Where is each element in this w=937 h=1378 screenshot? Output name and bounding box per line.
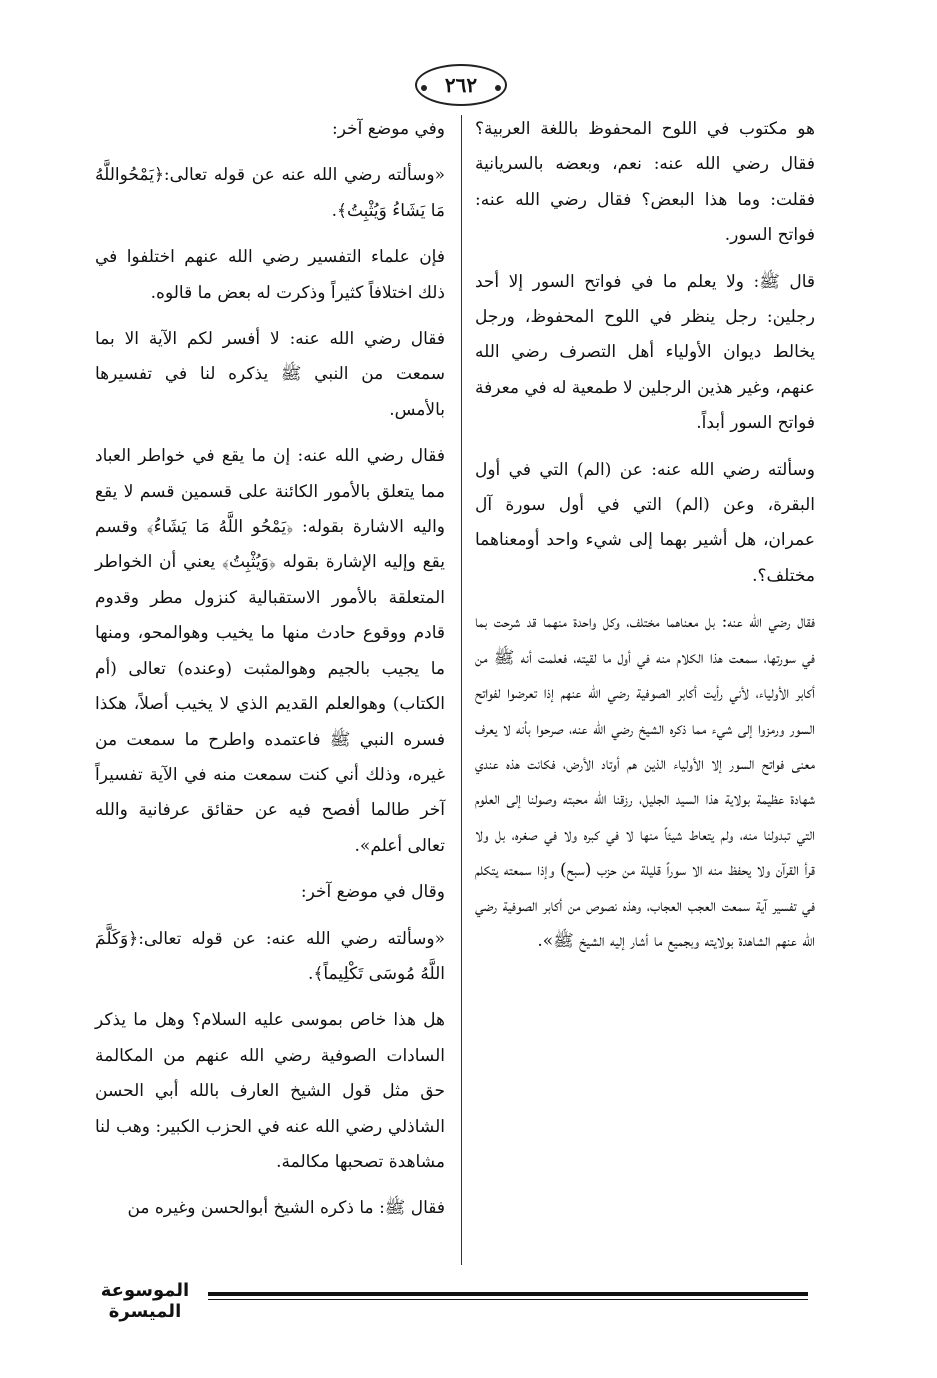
paragraph: وقال في موضع آخر: (300, 882, 445, 903)
right-column (475, 112, 815, 970)
paragraph: هو مكتوب في اللوح المحفوظ باللغة العربية؟ فقال رضي الله عنه: نعم، وبعضه بالسريانية فقلت: وما هذا البعض؟ فقال رضي الله عنه: فواتح السور. (475, 119, 815, 246)
column-divider (461, 115, 462, 1265)
footer-title: الموسوعة الميسرة (100, 1280, 190, 1322)
paragraph: فقال ﷺ: ما ذكره الشيخ أبوالحسن وغيره من (127, 1198, 445, 1219)
paragraph: وسألته رضي الله عنه: عن (الم) التي في أول البقرة، وعن (الم) التي في أول سورة آل عمران، هل أشير بهما إلى شيء واحد أومعناهما مختلف؟. (475, 459, 815, 586)
paragraph: فقال رضي الله عنه: إن ما يقع في خواطر العباد مما يتعلق بالأمور الكائنة على قسمين قسم لا يقع واليه الاشارة بقوله: ﴿يَمْحُو اللَّهُ مَا يَشَاءُ﴾ وقسم يقع وإليه الإشارة بقوله ﴿وَيُثْبِتُ﴾ يعني أن الخواطر المتعلقة بالأمور الاستقبالية كنزول مطر وقدوم قادم ووقوع حادث منها ما يخيب وهوالمحو، ومنها ما يجيب بالجيم وهوالمثبت (وعنده) تعالى (أم الكتاب) وهوالعلم القديم الذي لا يخيب أصلاً، هكذا فسره النبي ﷺ فاعتمده واطرح ما سمعت من غيره، وذلك أني كنت سمعت منه في الآية تفسيراً آخر طالما أفصح فيه عن حقائق عرفانية والله تعالى أعلم». (95, 446, 445, 856)
paragraph: «وسألته رضي الله عنه عن قوله تعالى:﴿يَمْحُواللَّهُ مَا يَشَاءُ وَيُثْبِتُ﴾. (95, 165, 445, 221)
paragraph: هل هذا خاص بموسى عليه السلام؟ وهل ما يذكر السادات الصوفية رضي الله عنهم من المكالمة حق مثل قول الشيخ العارف بالله أبي الحسن الشاذلي رضي الله عنه في الحزب الكبير: وهب لنا مشاهدة تصحبها مكالمة. (95, 1010, 445, 1172)
paragraph: وفي موضع آخر: (331, 119, 445, 139)
paragraph: «وسألته رضي الله عنه: عن قوله تعالى:﴿وَكَلَّمَ اللَّهُ مُوسَى تَكْلِيماً﴾. (95, 928, 445, 984)
footer-rule-thin (208, 1299, 808, 1300)
paragraph: قال ﷺ: ولا يعلم ما في فواتح السور إلا أحد رجلين: رجل ينظر في اللوح المحفوظ، ورجل يخالط ديوان الأولياء أهل التصرف رضي الله عنهم، وغير هذين الرجلين لا طمعية له في معرفة فواتح السور أبداً. (475, 271, 815, 434)
footer-rule (208, 1292, 808, 1296)
page-number-text: ٢٦٢ (444, 73, 478, 97)
paragraph: فقال رضي الله عنه: لا أفسر لكم الآية الا بما سمعت من النبي ﷺ يذكره لنا في تفسيرها بالأمس. (95, 329, 445, 420)
left-column (95, 112, 445, 1238)
paragraph: فقال رضي الله عنه: بل معناهما مختلف، وكل واحدة منهما قد شرحت بما في سورتها، سمعت هذا الكلام منه في أول ما لقيته، فعلمت أنه ﷺ من أكابر الأولياء، لأني رأيت أكابر الصوفية رضي الله عنهم إذا تعرضوا لفواتح السور ورمزوا إلى شيء مما ذكره الشيخ رضي الله عنه، صرحوا بأنه لا يعرف معنى فواتح السور إلا الأولياء الذين هم أوتاد الأرض، فكانت هذه عندي شهادة عظيمة بولاية هذا السيد الجليل، رزقنا الله محبته وصولنا إلى العلوم التي تبدولنا منه، ولم يتعاط شيئاً منها لا في كبره ولا في صغره، بل ولا قرأ القرآن ولا يحفظ منه الا سوراً قليلة من حزب (سبح) وإذا سمعته يتكلم في تفسير آية سمعت العجب العجاب، وهذه نصوص من أكابر الصوفية رضي الله عنهم الشاهدة بولايته وبجميع ما أشار إليه الشيخ ﷺ». (475, 612, 815, 951)
paragraph: فإن علماء التفسير رضي الله عنهم اختلفوا في ذلك اختلافاً كثيراً وذكرت له بعض ما قالوه. (95, 247, 445, 303)
page-number (415, 64, 507, 106)
